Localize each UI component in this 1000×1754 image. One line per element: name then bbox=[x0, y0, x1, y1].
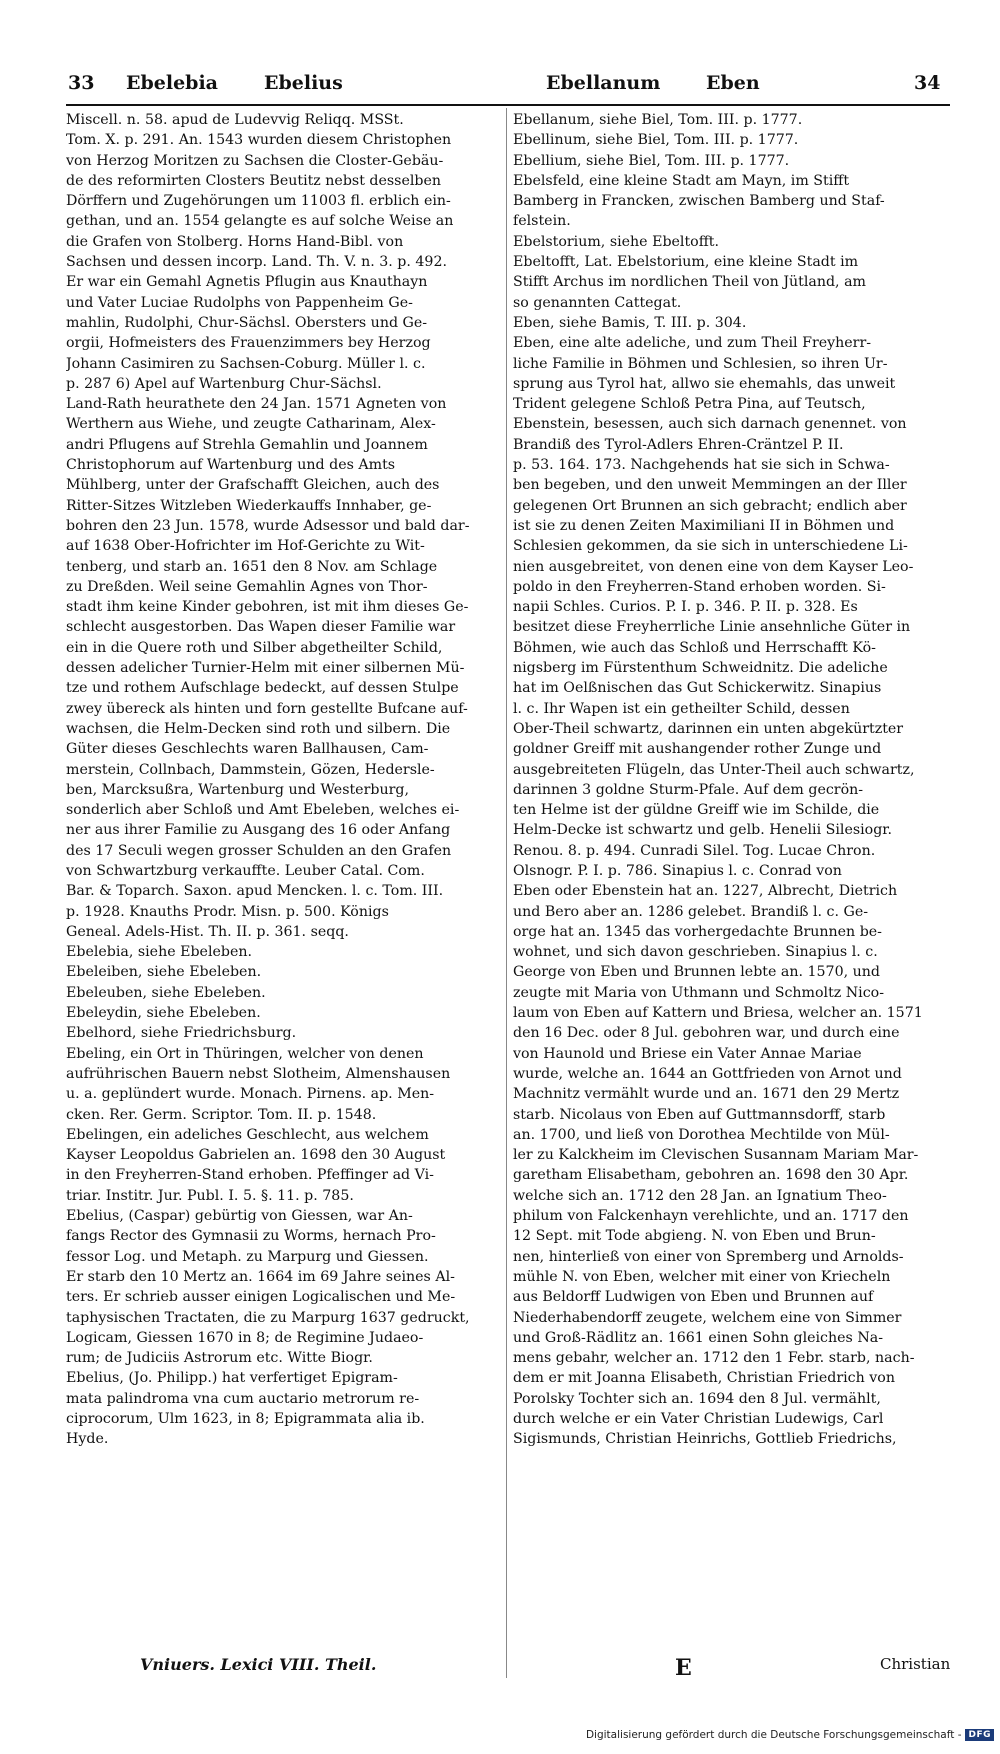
right-column bbox=[513, 110, 951, 1680]
right-column-line: Bamberg in Francken, zwischen Bamberg und Staf- bbox=[513, 193, 885, 210]
right-column-line: Renou. 8. p. 494. Cunradi Silel. Tog. Lucae Chron. bbox=[513, 842, 876, 859]
left-column-line: Ebelhord, siehe Friedrichsburg. bbox=[66, 1025, 297, 1042]
left-column-line: zwey übereck als hinten und forn gestellte Bufcane auf- bbox=[66, 700, 468, 717]
left-column-line: Ebeleydin, siehe Ebeleben. bbox=[66, 1005, 261, 1022]
left-column-line: von Herzog Moritzen zu Sachsen die Closter-Gebäu- bbox=[66, 152, 444, 169]
right-column-line: laum von Eben auf Kattern und Briesa, welcher an. 1571 bbox=[513, 1005, 923, 1022]
left-column-line: Tom. X. p. 291. An. 1543 wurden diesem Christophen bbox=[66, 132, 452, 149]
right-column-line: Machnitz vermählt wurde und an. 1671 den 29 Mertz bbox=[513, 1086, 900, 1103]
left-column-line: wachsen, die Helm-Decken sind roth und silbern. Die bbox=[66, 720, 451, 737]
right-column-line: Eben oder Ebenstein hat an. 1227, Albrecht, Dietrich bbox=[513, 883, 898, 900]
left-column-line: Sachsen und dessen incorp. Land. Th. V. n. 3. p. 492. bbox=[66, 254, 447, 271]
right-column-line: felstein. bbox=[513, 213, 571, 230]
right-column-line: den 16 Dec. oder 8 Jul. gebohren war, und durch eine bbox=[513, 1025, 900, 1042]
left-column-line: Dörffern und Zugehörungen um 11003 fl. erblich ein- bbox=[66, 193, 451, 210]
left-page-number: 33 bbox=[68, 72, 95, 94]
left-column-line: dessen adelicher Turnier-Helm mit einer silbernen Mü- bbox=[66, 660, 465, 677]
digitization-credit bbox=[586, 1729, 994, 1741]
right-column-line: ben begeben, und den unweit Memmingen an der Iller bbox=[513, 477, 907, 494]
right-column-line: besitzet diese Freyherrliche Linie ansehnliche Güter in bbox=[513, 619, 911, 636]
right-column-line: l. c. Ihr Wapen ist ein getheilter Schild, dessen bbox=[513, 700, 850, 717]
left-column-line: rum; de Judiciis Astrorum etc. Witte Biogr. bbox=[66, 1350, 373, 1367]
left-column-line: Mühlberg, unter der Grafschafft Gleichen, auch des bbox=[66, 477, 440, 494]
left-catch-term-1: Ebelebia bbox=[126, 72, 218, 94]
right-column-line: p. 53. 164. 173. Nachgehends hat sie sich in Schwa- bbox=[513, 457, 890, 474]
page-header bbox=[68, 72, 948, 106]
left-column-line: Ebeleiben, siehe Ebeleben. bbox=[66, 964, 262, 981]
right-column-line: 12 Sept. mit Tode abgieng. N. von Eben und Brun- bbox=[513, 1228, 876, 1245]
left-column-line: gethan, und an. 1554 gelangte es auf solche Weise an bbox=[66, 213, 454, 230]
right-column-line: so genannten Cattegat. bbox=[513, 294, 682, 311]
right-column-line: an. 1700, und ließ von Dorothea Mechtilde von Mül- bbox=[513, 1126, 890, 1143]
right-column-line: goldner Greiff mit aushangender rother Zunge und bbox=[513, 741, 882, 758]
header-rule bbox=[66, 104, 950, 106]
left-column-line: stadt ihm keine Kinder gebohren, ist mit ihm dieses Ge- bbox=[66, 599, 469, 616]
left-column-line: zu Dreßden. Weil seine Gemahlin Agnes von Thor- bbox=[66, 578, 428, 595]
right-column-line: Eben, siehe Bamis, T. III. p. 304. bbox=[513, 314, 747, 331]
left-column-line: fangs Rector des Gymnasii zu Worms, hernach Pro- bbox=[66, 1228, 436, 1245]
right-column-line: darinnen 3 goldne Sturm-Pfale. Auf dem gecrön- bbox=[513, 781, 864, 798]
right-column-line: ist sie zu denen Zeiten Maximiliani II in Böhmen und bbox=[513, 517, 895, 534]
left-column-line: Christophorum auf Wartenburg und des Amts bbox=[66, 457, 396, 474]
right-column-line: Sigismunds, Christian Heinrichs, Gottlieb Friedrichs, bbox=[513, 1431, 897, 1448]
right-column-line: Trident gelegene Schloß Petra Pina, auf Teutsch, bbox=[513, 396, 866, 413]
right-column-line: zeugte mit Maria von Uthmann und Schmoltz Nico- bbox=[513, 984, 884, 1001]
left-column-line: Ebelebia, siehe Ebeleben. bbox=[66, 944, 253, 961]
left-column-line: Er starb den 10 Mertz an. 1664 im 69 Jahre seines Al- bbox=[66, 1268, 455, 1285]
right-column-line: von Haunold und Briese ein Vater Annae Mariae bbox=[513, 1045, 862, 1062]
left-column-line: tenberg, und starb an. 1651 den 8 Nov. am Schlage bbox=[66, 558, 438, 575]
right-column-line: und Bero aber an. 1286 gelebet. Brandiß l. c. Ge- bbox=[513, 903, 869, 920]
right-column-line: Stifft Archus im nordlichen Theil von Jütland, am bbox=[513, 274, 866, 291]
left-column-line: Geneal. Adels-Hist. Th. II. p. 361. seqq. bbox=[66, 923, 349, 940]
right-column-line: nien ausgebreitet, von denen eine von dem Kayser Leo- bbox=[513, 558, 914, 575]
right-column-line: sprung aus Tyrol hat, allwo sie ehemahls, das unweit bbox=[513, 375, 896, 392]
left-column-line: die Grafen von Stolberg. Horns Hand-Bibl. von bbox=[66, 233, 404, 250]
left-column-line: Ebeling, ein Ort in Thüringen, welcher von denen bbox=[66, 1045, 424, 1062]
right-column-line: Porolsky Tochter sich an. 1694 den 8 Jul. vermählt, bbox=[513, 1390, 881, 1407]
footer-signature: Vniuers. Lexici VIII. Theil. bbox=[140, 1655, 377, 1674]
left-column bbox=[66, 110, 504, 1680]
right-column-line: Ebelsfeld, eine kleine Stadt am Mayn, im Stifft bbox=[513, 172, 850, 189]
left-column-line: merstein, Collnbach, Dammstein, Gözen, Hedersle- bbox=[66, 761, 435, 778]
left-column-line: ner aus ihrer Familie zu Ausgang des 16 oder Anfang bbox=[66, 822, 451, 839]
right-column-line: poldo in den Freyherren-Stand erhoben worden. Si- bbox=[513, 578, 886, 595]
right-column-line: nen, hinterließ von einer von Spremberg und Arnolds- bbox=[513, 1248, 904, 1265]
right-column-line: Olsnogr. P. I. p. 786. Sinapius l. c. Conrad von bbox=[513, 862, 842, 879]
footer-catchword: Christian bbox=[880, 1655, 951, 1673]
left-catch-term-2: Ebelius bbox=[264, 72, 343, 94]
left-column-line: Ebelius, (Caspar) gebürtig von Giessen, war An- bbox=[66, 1208, 413, 1225]
right-column-line: mühle N. von Eben, welcher mit einer von Kriecheln bbox=[513, 1268, 891, 1285]
right-column-line: Brandiß des Tyrol-Adlers Ehren-Cräntzel P. II. bbox=[513, 436, 844, 453]
right-page-number: 34 bbox=[914, 72, 941, 94]
left-column-line: ben, Marcksußra, Wartenburg und Westerburg, bbox=[66, 781, 409, 798]
left-column-line: Ebeleuben, siehe Ebeleben. bbox=[66, 984, 266, 1001]
left-column-line: de des reformirten Closters Beutitz nebst desselben bbox=[66, 172, 441, 189]
left-column-line: mata palindroma vna cum auctario metrorum re- bbox=[66, 1390, 420, 1407]
left-column-line: fessor Log. und Metaph. zu Marpurg und Giessen. bbox=[66, 1248, 429, 1265]
left-column-line: p. 287 6) Apel auf Wartenburg Chur-Sächsl. bbox=[66, 375, 382, 392]
right-column-line: napii Schles. Curios. P. I. p. 346. P. II. p. 328. Es bbox=[513, 599, 858, 616]
right-column-line: Schlesien gekommen, da sie sich in unterschiedene Li- bbox=[513, 538, 908, 555]
left-column-line: bohren den 23 Jun. 1578, wurde Adsessor und bald dar- bbox=[66, 517, 470, 534]
right-column-line: Ebenstein, besessen, auch sich darnach genennet. von bbox=[513, 416, 907, 433]
right-column-line: Ober-Theil schwartz, darinnen ein unten abgekürtzter bbox=[513, 720, 904, 737]
left-column-line: Güter dieses Geschlechts waren Ballhausen, Cam- bbox=[66, 741, 429, 758]
right-column-line: wohnet, und sich davon geschrieben. Sinapius l. c. bbox=[513, 944, 878, 961]
left-column-line: sonderlich aber Schloß und Amt Ebeleben, welches ei- bbox=[66, 802, 460, 819]
left-column-line: triar. Institr. Jur. Publ. I. 5. §. 11. p. 785. bbox=[66, 1187, 354, 1204]
right-column-line: welche sich an. 1712 den 28 Jan. an Ignatium Theo- bbox=[513, 1187, 887, 1204]
right-column-line: Eben, eine alte adeliche, und zum Theil Freyherr- bbox=[513, 335, 872, 352]
right-column-line: Niederhabendorff zeugete, welchem eine von Simmer bbox=[513, 1309, 902, 1326]
left-column-line: u. a. geplündert wurde. Monach. Pirnens. ap. Men- bbox=[66, 1086, 435, 1103]
left-column-line: und Vater Luciae Rudolphs von Pappenheim Ge- bbox=[66, 294, 413, 311]
left-column-line: cken. Rer. Germ. Scriptor. Tom. II. p. 1548. bbox=[66, 1106, 377, 1123]
right-column-line: Helm-Decke ist schwartz und gelb. Henelii Silesiogr. bbox=[513, 822, 893, 839]
left-column-line: p. 1928. Knauths Prodr. Misn. p. 500. Königs bbox=[66, 903, 389, 920]
right-column-line: nigsberg im Fürstenthum Schweidnitz. Die adeliche bbox=[513, 660, 888, 677]
right-column-line: hat im Oelßnischen das Gut Schickerwitz. Sinapius bbox=[513, 680, 882, 697]
right-column-line: garetham Elisabetham, gebohren an. 1698 den 30 Apr. bbox=[513, 1167, 909, 1184]
left-column-line: von Schwartzburg verkauffte. Leuber Catal. Com. bbox=[66, 862, 425, 879]
left-column-line: mahlin, Rudolphi, Chur-Sächsl. Obersters und Ge- bbox=[66, 314, 428, 331]
left-column-line: aufrührischen Bauern nebst Slotheim, Almenshausen bbox=[66, 1065, 451, 1082]
right-column-line: Ebellanum, siehe Biel, Tom. III. p. 1777. bbox=[513, 112, 803, 128]
right-column-line: ausgebreiteten Flügeln, das Unter-Theil auch schwartz, bbox=[513, 761, 915, 778]
right-column-line: orge hat an. 1345 das vorhergedachte Brunnen be- bbox=[513, 923, 882, 940]
right-column-line: Ebellinum, siehe Biel, Tom. III. p. 1777. bbox=[513, 132, 799, 149]
right-catch-term-2: Eben bbox=[706, 72, 760, 94]
left-column-line: Ebelingen, ein adeliches Geschlecht, aus welchem bbox=[66, 1126, 429, 1143]
left-column-line: auf 1638 Ober-Hofrichter im Hof-Gerichte zu Wit- bbox=[66, 538, 425, 555]
left-column-line: Ritter-Sitzes Witzleben Wiederkauffs Innhaber, ge- bbox=[66, 497, 432, 514]
right-column-line: und Groß-Rädlitz an. 1661 einen Sohn gleiches Na- bbox=[513, 1329, 883, 1346]
right-column-line: Ebellium, siehe Biel, Tom. III. p. 1777. bbox=[513, 152, 790, 169]
right-column-line: liche Familie in Böhmen und Schlesien, so ihren Ur- bbox=[513, 355, 888, 372]
dfg-logo-icon: DFG bbox=[965, 1729, 994, 1741]
left-column-line: ciprocorum, Ulm 1623, in 8; Epigrammata alia ib. bbox=[66, 1411, 425, 1427]
right-column-line: George von Eben und Brunnen lebte an. 1570, und bbox=[513, 964, 880, 981]
right-column-line: durch welche er ein Vater Christian Ludewigs, Carl bbox=[513, 1411, 884, 1427]
left-column-line: taphysischen Tractaten, die zu Marpurg 1637 gedruckt, bbox=[66, 1309, 470, 1326]
right-column-line: dem er mit Joanna Elisabeth, Christian Friedrich von bbox=[513, 1370, 895, 1387]
left-column-line: in den Freyherren-Stand erhoben. Pfeffinger ad Vi- bbox=[66, 1167, 434, 1184]
right-column-line: gelegenen Ort Brunnen an sich gebracht; endlich aber bbox=[513, 497, 907, 514]
left-column-line: Johann Casimiren zu Sachsen-Coburg. Müller l. c. bbox=[66, 355, 426, 372]
left-column-line: Miscell. n. 58. apud de Ludevvig Reliqq. MSSt. bbox=[66, 112, 404, 128]
column-divider bbox=[506, 108, 507, 1678]
left-column-line: schlecht ausgestorben. Das Wapen dieser Familie war bbox=[66, 619, 456, 636]
left-column-line: tze und rothem Aufschlage bedeckt, auf dessen Stulpe bbox=[66, 680, 459, 697]
right-column-line: starb. Nicolaus von Eben auf Guttmannsdorff, starb bbox=[513, 1106, 886, 1123]
left-column-line: ein in die Quere roth und Silber abgetheilter Schild, bbox=[66, 639, 443, 656]
footer-sheet-letter: E bbox=[675, 1655, 692, 1681]
left-column-line: des 17 Seculi wegen grosser Schulden an den Grafen bbox=[66, 842, 452, 859]
right-column-line: Böhmen, wie auch das Schloß und Herrschafft Kö- bbox=[513, 639, 876, 656]
right-column-line: wurde, welche an. 1644 an Gottfrieden von Arnot und bbox=[513, 1065, 902, 1082]
left-column-line: Er war ein Gemahl Agnetis Pflugin aus Knauthayn bbox=[66, 274, 428, 291]
left-column-line: Hyde. bbox=[66, 1431, 109, 1448]
left-column-line: Ebelius, (Jo. Philipp.) hat verfertiget Epigram- bbox=[66, 1370, 398, 1387]
right-column-line: mens gebahr, welcher an. 1712 den 1 Febr. starb, nach- bbox=[513, 1350, 915, 1367]
right-column-line: ler zu Kalckheim im Clevischen Susannam Mariam Mar- bbox=[513, 1147, 919, 1164]
right-column-line: philum von Falckenhayn verehlichte, und an. 1717 den bbox=[513, 1208, 909, 1225]
right-column-line: aus Beldorff Ludwigen von Eben und Brunnen auf bbox=[513, 1289, 874, 1306]
left-column-line: Bar. & Toparch. Saxon. apud Mencken. l. c. Tom. III. bbox=[66, 883, 444, 900]
left-column-line: ters. Er schrieb ausser einigen Logicalischen und Me- bbox=[66, 1289, 456, 1306]
credit-text: Digitalisierung gefördert durch die Deutsche Forschungsgemeinschaft - bbox=[585, 1729, 962, 1741]
left-column-line: Werthern aus Wiehe, und zeugte Catharinam, Alex- bbox=[66, 416, 436, 433]
left-column-line: Land-Rath heurathete den 24 Jan. 1571 Agneten von bbox=[66, 396, 447, 413]
left-column-line: Logicam, Giessen 1670 in 8; de Regimine Judaeo- bbox=[66, 1329, 424, 1346]
right-column-line: Ebelstorium, siehe Ebeltofft. bbox=[513, 233, 719, 250]
right-catch-term-1: Ebellanum bbox=[546, 72, 661, 94]
left-column-line: orgii, Hofmeisters des Frauenzimmers bey Herzog bbox=[66, 335, 431, 352]
right-column-line: Ebeltofft, Lat. Ebelstorium, eine kleine Stadt im bbox=[513, 254, 859, 271]
left-column-line: andri Pflugens auf Strehla Gemahlin und Joannem bbox=[66, 436, 428, 453]
right-column-line: ten Helme ist der güldne Greiff wie im Schilde, die bbox=[513, 802, 880, 819]
left-column-line: Kayser Leopoldus Gabrielen an. 1698 den 30 August bbox=[66, 1147, 446, 1164]
